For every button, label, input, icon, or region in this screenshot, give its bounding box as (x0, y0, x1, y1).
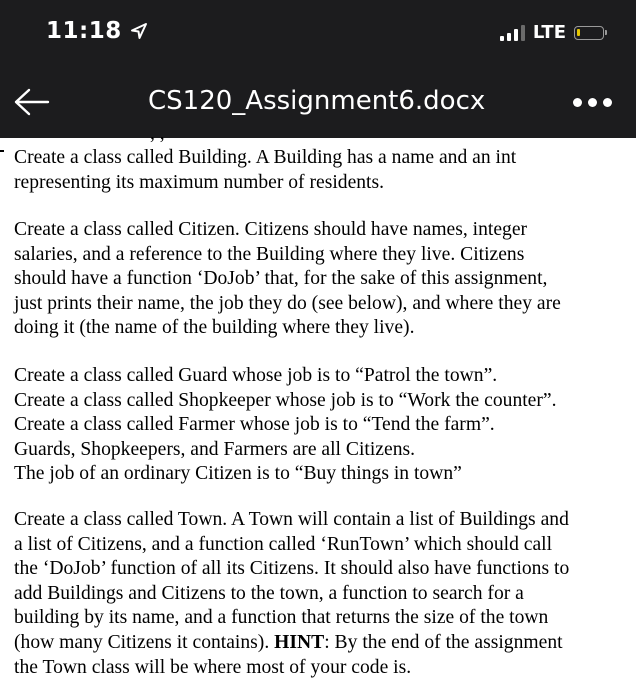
text-line: Create a class called Farmer whose job is to “Tend the farm”. (14, 414, 495, 436)
battery-level (577, 29, 580, 36)
paragraph-building (14, 146, 628, 195)
document-body[interactable] (0, 123, 636, 700)
hint-suffix: : By the end of the assignment (324, 631, 563, 653)
paragraph-citizen (14, 218, 628, 341)
battery-low-icon (574, 26, 604, 40)
more-dot (573, 98, 582, 107)
text-line: Create a class called Guard whose job is to “Patrol the town”. (14, 365, 498, 386)
text-line: should have a function ‘DoJob’ that, for the sake of this assignment, (14, 268, 548, 290)
status-time-group (46, 18, 148, 44)
signal-bars-icon (500, 25, 525, 41)
network-type: LTE (532, 22, 566, 43)
text-line: Create a class called Building. A Building has a name and an int (14, 147, 517, 168)
text-line: salaries, and a reference to the Building where they live. Citizens (14, 243, 525, 265)
document-title: CS120_Assignment6.docx (148, 86, 486, 116)
status-indicators (500, 22, 604, 43)
text-line: representing its maximum number of residents. (14, 171, 385, 193)
location-arrow-icon (130, 22, 148, 40)
text-line: building by its name, and a function that returns the size of the town (14, 607, 549, 629)
text-line: just prints their name, the job they do (see below), and where they are (14, 292, 561, 314)
text-line: The job of an ordinary Citizen is to “Buy things in town” (14, 463, 462, 485)
text-line: add Buildings and Citizens to the town, a function to search for a (14, 582, 524, 604)
back-arrow-icon (12, 87, 52, 117)
text-line: Create a class called Citizen. Citizens should have names, integer (14, 219, 528, 240)
text-line: Guards, Shopkeepers, and Farmers are all Citizens. (14, 438, 416, 460)
text-line: a list of Citizens, and a function called ‘RunTown’ which should call (14, 533, 553, 555)
text-line: the ‘DoJob’ function of all its Citizens. It should also have functions to (14, 558, 570, 580)
paragraph-town (14, 508, 628, 680)
clipped-previous-line: , , (150, 123, 165, 144)
more-options-button[interactable] (570, 90, 614, 114)
text-line: Create a class called Shopkeeper whose job is to “Work the counter”. (14, 389, 557, 411)
more-dot (603, 98, 612, 107)
hint-prefix: (how many Citizens it contains). (14, 631, 275, 653)
status-time: 11:18 (46, 18, 122, 44)
status-bar (0, 0, 636, 66)
text-line-hint (14, 631, 628, 656)
text-line: doing it (the name of the building where they live). (14, 317, 415, 339)
back-button[interactable] (10, 80, 54, 124)
more-dot (588, 98, 597, 107)
margin-mark (0, 150, 4, 152)
text-line: the Town class will be where most of your code is. (14, 656, 412, 678)
paragraph-jobs (14, 364, 628, 487)
hint-label: HINT (274, 631, 325, 653)
text-line: Create a class called Town. A Town will contain a list of Buildings and (14, 509, 569, 530)
